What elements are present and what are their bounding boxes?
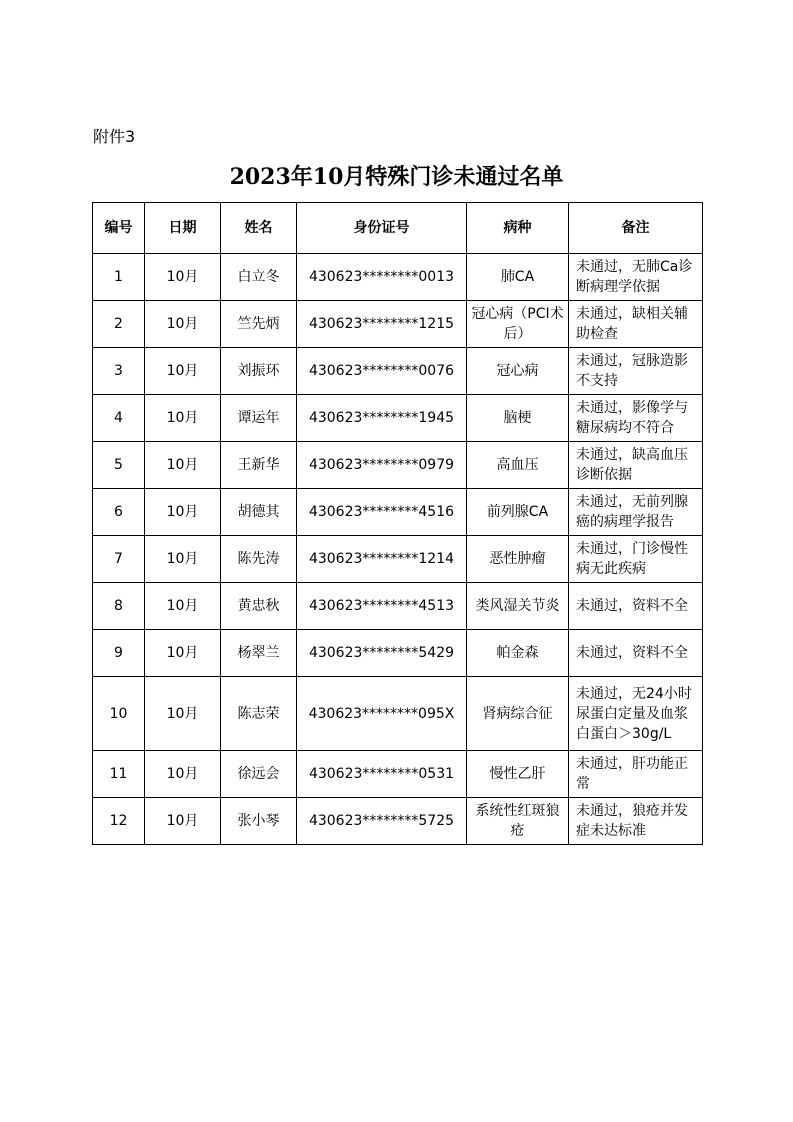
cell-id-number: 430623********095X [297,677,467,751]
cell-disease: 脑梗 [467,395,569,442]
header-disease: 病种 [467,203,569,254]
cell-remark: 未通过，缺高血压诊断依据 [569,442,703,489]
cell-remark: 未通过，资料不全 [569,630,703,677]
cell-id-number: 430623********1214 [297,536,467,583]
cell-number: 9 [93,630,145,677]
table-row [93,677,703,751]
cell-remark: 未通过，影像学与糖尿病均不符合 [569,395,703,442]
cell-number: 4 [93,395,145,442]
cell-remark: 未通过，狼疮并发症未达标准 [569,798,703,845]
cell-number: 1 [93,254,145,301]
cell-remark: 未通过，冠脉造影不支持 [569,348,703,395]
cell-name: 王新华 [221,442,297,489]
cell-name: 胡德其 [221,489,297,536]
table-row [93,254,703,301]
cell-number: 7 [93,536,145,583]
cell-id-number: 430623********0531 [297,751,467,798]
cell-date: 10月 [145,442,221,489]
cell-disease: 慢性乙肝 [467,751,569,798]
rejection-list-table [92,202,703,845]
cell-number: 2 [93,301,145,348]
cell-name: 竺先炳 [221,301,297,348]
table-row [93,751,703,798]
cell-date: 10月 [145,583,221,630]
cell-id-number: 430623********5725 [297,798,467,845]
table-row [93,348,703,395]
cell-date: 10月 [145,254,221,301]
cell-remark: 未通过，门诊慢性病无此疾病 [569,536,703,583]
cell-number: 3 [93,348,145,395]
table-row [93,395,703,442]
cell-remark: 未通过，无24小时尿蛋白定量及血浆白蛋白＞30g/L [569,677,703,751]
cell-id-number: 430623********1945 [297,395,467,442]
attachment-label: 附件3 [93,127,136,146]
cell-id-number: 430623********5429 [297,630,467,677]
cell-date: 10月 [145,798,221,845]
cell-remark: 未通过，肝功能正常 [569,751,703,798]
cell-remark: 未通过，无前列腺癌的病理学报告 [569,489,703,536]
cell-remark: 未通过，资料不全 [569,583,703,630]
cell-id-number: 430623********0076 [297,348,467,395]
cell-name: 黄忠秋 [221,583,297,630]
header-number: 编号 [93,203,145,254]
cell-disease: 前列腺CA [467,489,569,536]
cell-name: 徐远会 [221,751,297,798]
cell-date: 10月 [145,536,221,583]
cell-number: 6 [93,489,145,536]
table-row [93,798,703,845]
cell-remark: 未通过，缺相关辅助检查 [569,301,703,348]
cell-disease: 肺CA [467,254,569,301]
cell-date: 10月 [145,348,221,395]
cell-disease: 恶性肿瘤 [467,536,569,583]
cell-name: 白立冬 [221,254,297,301]
cell-date: 10月 [145,751,221,798]
cell-name: 张小琴 [221,798,297,845]
table-row [93,489,703,536]
cell-name: 陈志荣 [221,677,297,751]
cell-id-number: 430623********4513 [297,583,467,630]
cell-date: 10月 [145,677,221,751]
cell-date: 10月 [145,630,221,677]
cell-remark: 未通过，无肺Ca诊断病理学依据 [569,254,703,301]
cell-id-number: 430623********0979 [297,442,467,489]
cell-name: 谭运年 [221,395,297,442]
cell-disease: 系统性红斑狼疮 [467,798,569,845]
cell-name: 杨翠兰 [221,630,297,677]
table-row [93,583,703,630]
cell-number: 12 [93,798,145,845]
cell-disease: 帕金森 [467,630,569,677]
header-date: 日期 [145,203,221,254]
table-row [93,442,703,489]
cell-date: 10月 [145,395,221,442]
cell-disease: 冠心病（PCI术后） [467,301,569,348]
table-row [93,630,703,677]
cell-number: 10 [93,677,145,751]
cell-number: 8 [93,583,145,630]
table-row [93,301,703,348]
cell-id-number: 430623********4516 [297,489,467,536]
cell-name: 刘振环 [221,348,297,395]
header-remark: 备注 [569,203,703,254]
cell-disease: 高血压 [467,442,569,489]
page-title: 2023年10月特殊门诊未通过名单 [229,164,564,190]
table-body [93,254,703,845]
table-header-row [93,203,703,254]
cell-disease: 冠心病 [467,348,569,395]
header-id-number: 身份证号 [297,203,467,254]
cell-id-number: 430623********1215 [297,301,467,348]
cell-id-number: 430623********0013 [297,254,467,301]
cell-date: 10月 [145,301,221,348]
cell-disease: 类风湿关节炎 [467,583,569,630]
cell-date: 10月 [145,489,221,536]
cell-number: 11 [93,751,145,798]
cell-number: 5 [93,442,145,489]
cell-disease: 肾病综合征 [467,677,569,751]
table-row [93,536,703,583]
header-name: 姓名 [221,203,297,254]
cell-name: 陈先涛 [221,536,297,583]
